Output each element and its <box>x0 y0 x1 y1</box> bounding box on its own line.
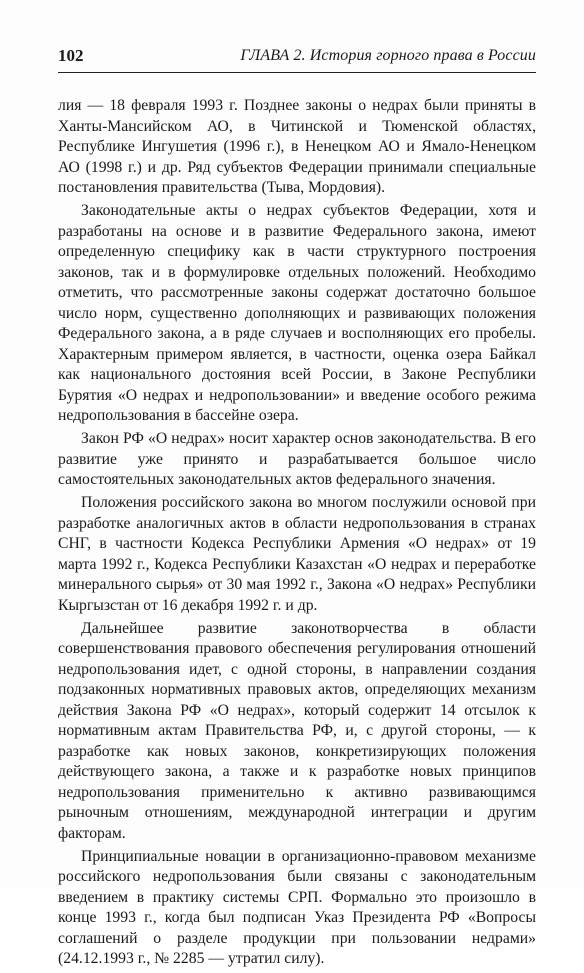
paragraph: Законодательные акты о недрах субъектов Федерации, хотя и разработаны на основе и в развитие Федерального закона, имеют определенную специфику как в части структурного построения законов, так и в формулировке отдельных положений. Необходимо отметить, что рассмотренные законы содержат достаточно большое число норм, существенно дополняющих и развивающих положения Федерального закона, а в ряде случаев и восполняющих его пробелы. Характерным примером является, в частности, оценка озера Байкал как национального достояния всей России, в Законе Республики Бурятия «О недрах и недропользовании» и введение особого режима недропользования в бассейне озера. <box>58 202 536 425</box>
page-number: 102 <box>58 46 84 65</box>
paragraph: Положения российского закона во многом послужили основой при разработке аналогичных актов в области недропользования в странах СНГ, в частности Кодекса Республики Армения «О недрах» от 19 марта 1992 г., Кодекса Республики Казахстан «О недрах и переработке минерального сырья» от 30 мая 1992 г., Закона «О недрах» Республики Кыргызстан от 16 декабря 1992 г. и др. <box>58 494 536 614</box>
paragraph: Принципиальные новации в организационно-правовом механизме российского недропользования были связаны с законодательным введением в практику системы СРП. Формально это произошло в конце 1993 г., когда был подписан Указ Президента РФ «Вопросы соглашений о разделе продукции при пользовании недрами» (24.12.1993 г., № 2285 — утратил силу). <box>58 847 536 968</box>
paragraph-continuation: лия — 18 февраля 1993 г. Позднее законы о недрах были приняты в Ханты-Мансийском АО, в Читинской и Тюменской областях, Республике Ингушетия (1996 г.), в Ненецком АО и Ямало-Ненецком АО (1998 г.) и др. Ряд субъектов Федерации принимали специальные постановления правительства (Тыва, Мордовия). <box>58 97 536 196</box>
body-text <box>58 96 536 973</box>
page-header <box>58 44 536 73</box>
paragraph: Дальнейшее развитие законотворчества в области совершенствования правового обеспечения регулирования отношений недропользования идет, с одной стороны, в направлении создания подзаконных нормативных правовых актов, определяющих механизм действия Закона РФ «О недрах», который содержит 14 отсылок к нормативным актам Правительства РФ, и, с другой стороны, — к разработке как новых законов, конкретизирующих положения действующего закона, а также и к разработке новых принципов недропользования применительно к активно развивающимся рыночным отношениям, международной интеграции и другим факторам. <box>58 619 536 842</box>
paragraph: Закон РФ «О недрах» носит характер основ законодательства. В его развитие уже принято и разрабатывается большое число самостоятельных законодательных актов федерального значения. <box>58 430 536 489</box>
running-head: ГЛАВА 2. История горного права в России <box>240 47 536 64</box>
